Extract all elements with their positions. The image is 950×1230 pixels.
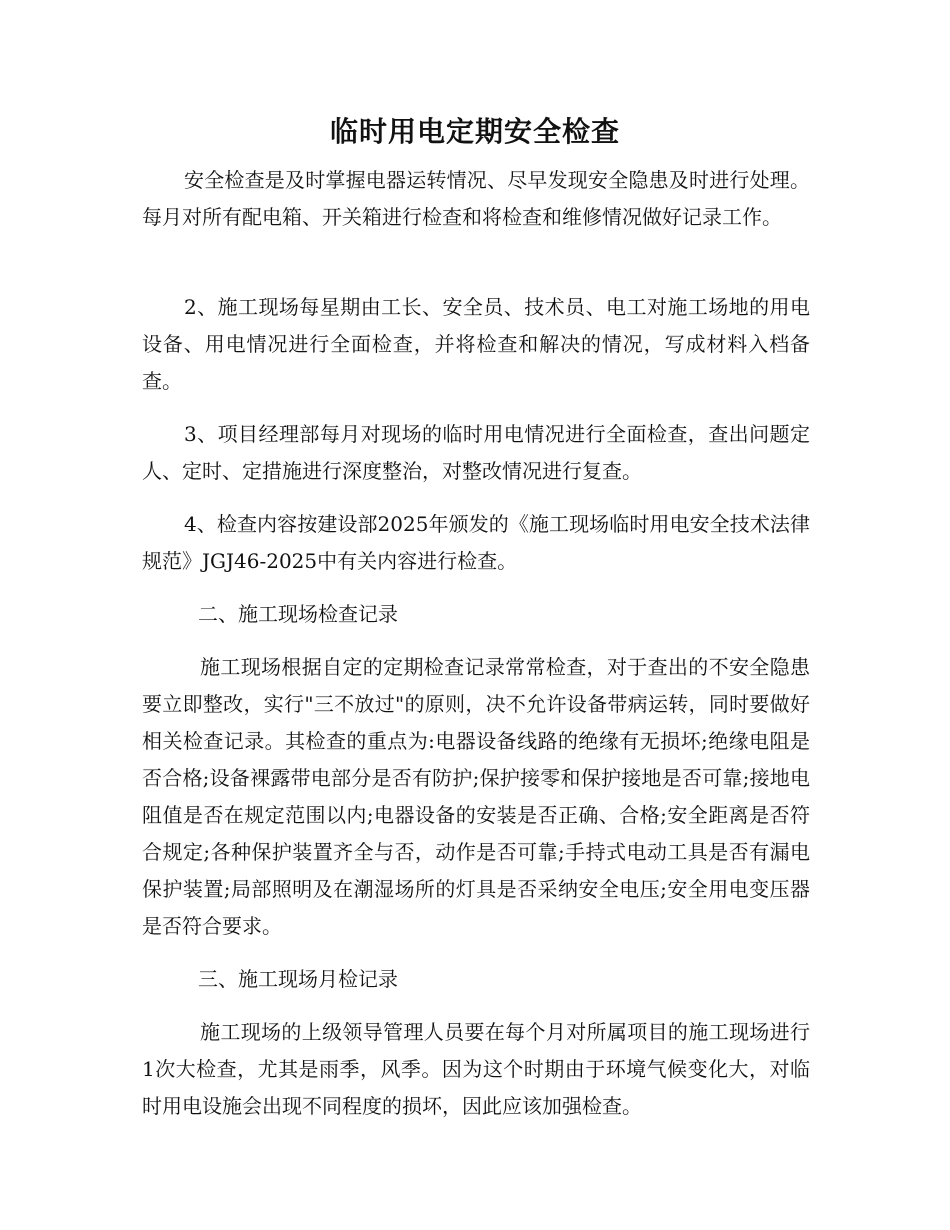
document-title: 临时用电定期安全检查 — [329, 115, 620, 148]
section-heading-inspection-record: 二、施工现场检查记录 — [198, 602, 398, 626]
paragraph-intro: 安全检查是及时掌握电器运转情况、尽早发现安全隐患及时进行处理。每月对所有配电箱、开关箱进行检查和将检查和维修情况做好记录工作。 — [142, 168, 810, 229]
section-heading-monthly-record: 三、施工现场月检记录 — [198, 967, 398, 991]
paragraph-4: 4、检查内容按建设部2025年颁发的《施工现场临时用电安全技术法律规范》JGJ46-2025中有关内容进行检查。 — [142, 512, 810, 573]
paragraph-inspection-record: 施工现场根据自定的定期检查记录常常检查，对于查出的不安全隐患要立即整改，实行"三不放过"的原则，决不允许设备带病运转，同时要做好相关检查记录。其检查的重点为:电器设备线路的绝缘有无损坏;绝缘电阻是否合格;设备裸露带电部分是否有防护;保护接零和保护接地是否可靠;接地电阻值是否在规定范围以内;电器设备的安装是否正确、合格;安全距离是否符合规定;各种保护装置齐全与否，动作是否可靠;手持式电动工具是否有漏电保护装置;局部照明及在潮湿场所的灯具是否采纳安全电压;安全用电变压器是否符合要求。 — [142, 655, 810, 938]
paragraph-3: 3、项目经理部每月对现场的临时用电情况进行全面检查，查出问题定人、定时、定措施进行深度整治，对整改情况进行复查。 — [142, 422, 810, 483]
paragraph-monthly-record: 施工现场的上级领导管理人员要在每个月对所属项目的施工现场进行1次大检查，尤其是雨季，风季。因为这个时期由于环境气候变化大，对临时用电设施会出现不同程度的损坏，因此应该加强检查。 — [142, 1020, 810, 1118]
paragraph-2: 2、施工现场每星期由工长、安全员、技术员、电工对施工场地的用电设备、用电情况进行全面检查，并将检查和解决的情况，写成材料入档备查。 — [142, 295, 810, 393]
